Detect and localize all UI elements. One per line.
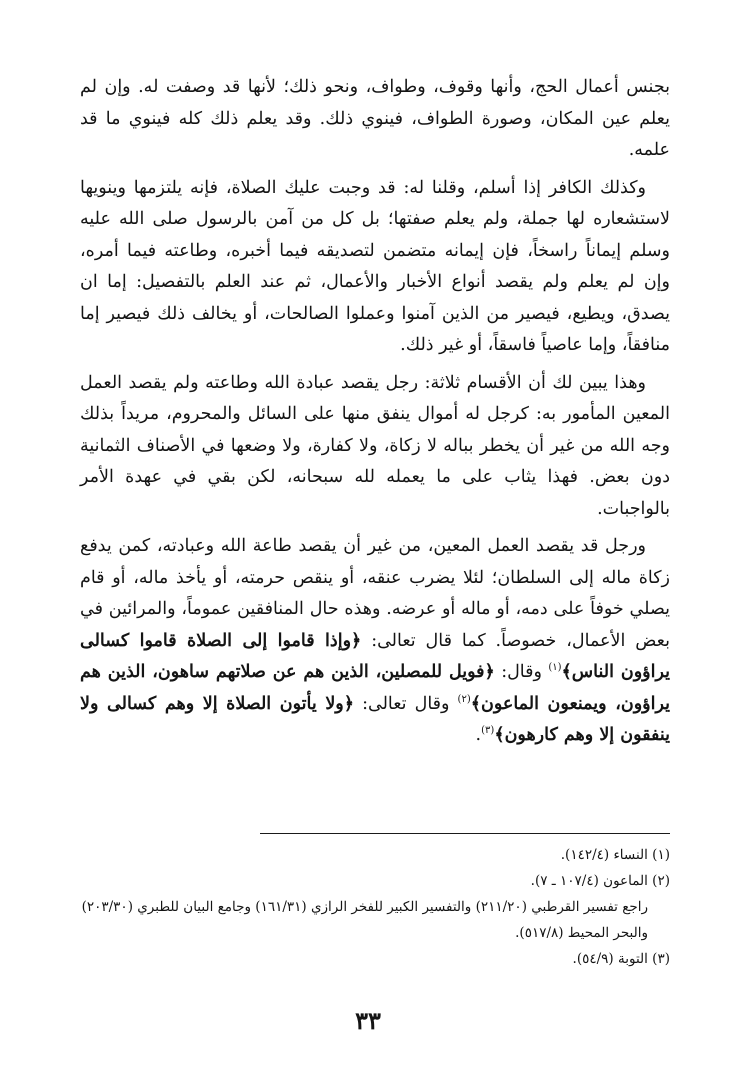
footnote-2-references: راجع تفسير القرطبي (٢١١/٢٠) والتفسير الكبير للفخر الرازي (١٦١/٣١) وجامع البيان للطبري (٢٠٣/٣٠) والبحر المحيط (٥١٧/٨). <box>81 899 648 941</box>
quran-verse-1: ﴿وإذا قاموا إلى الصلاة قاموا كسالى يراؤون الناس﴾ <box>80 630 670 682</box>
footnotes <box>80 842 670 972</box>
paragraph-4-text-4: . <box>475 725 482 745</box>
page-number: ٣٣ <box>355 1006 381 1035</box>
footnote-ref-1: (١) <box>548 662 562 674</box>
paragraph-4-text-1: ورجل قد يقصد العمل المعين، من غير أن يقصد طاعة الله وعبادته، كمن يدفع زكاة ماله إلى السلطان؛ لئلا يضرب عنقه، أو ينقص حرمته، أو يأخذ ماله، أو قام يصلي خوفاً على دمه، أو ماله أو عرضه. وهذه حال المنافقين عموماً، والمرائين في بعض الأعمال، خصوصاً. كما قال تعالى: <box>80 536 670 651</box>
paragraph-3: وهذا يبين لك أن الأقسام ثلاثة: رجل يقصد عبادة الله وطاعته ولم يقصد العمل المعين المأمور به: كرجل له أموال ينفق منها على السائل والمحروم، مريداً بذلك وجه الله من غير أن يخطر بباله لا زكاة، ولا كفارة، ولا وضعها في الأصناف الثمانية دون بعض. فهذا يثاب على ما يعمله لله سبحانه، لكن بقي في عهدة الأمر بالواجبات. <box>80 372 670 519</box>
footnote-separator <box>260 833 670 834</box>
main-text <box>80 72 670 752</box>
paragraph-4-text-2: وقال: <box>494 662 549 682</box>
paragraph-4 <box>80 531 670 752</box>
footnote-3: (٣) التوبة (٥٤/٩). <box>572 951 670 967</box>
footnote-ref-2: (٢) <box>457 693 471 705</box>
quran-verse-3: ﴿ولا يأتون الصلاة إلا وهم كسالى ولا ينفقون إلا وهم كارهون﴾ <box>80 693 670 745</box>
footnote-2: (٢) الماعون (١٠٧/٤ ـ ٧). <box>530 873 670 889</box>
footnote-1: (١) النساء (١٤٢/٤). <box>560 847 670 863</box>
paragraph-4-text-3: وقال تعالى: <box>354 693 458 714</box>
paragraph-2: وكذلك الكافر إذا أسلم، وقلنا له: قد وجبت عليك الصلاة، فإنه يلتزمها وينويها لاستشعاره لها جملة، ولم يعلم صفتها؛ بل كل من آمن بالرسول صلى الله عليه وسلم إيماناً راسخاً، فإن إيمانه متضمن لتصديقه فيما أخبره، وطاعته فيما أمره، وإن لم يعلم ولم يقصد أنواع الأخبار والأعمال، ثم عند العلم بالتفصيل: إما ان يصدق، ويطيع، فيصير من الذين آمنوا وعملوا الصالحات، أو يخالف ذلك فيصير إما منافقاً، وإما عاصياً فاسقاً، أو غير ذلك. <box>80 177 670 355</box>
footnote-ref-3: (٣) <box>481 725 495 737</box>
quran-verse-2: ﴿فويل للمصلين، الذين هم عن صلاتهم ساهون، الذين هم يراؤون، ويمنعون الماعون﴾ <box>80 662 671 714</box>
paragraph-1: بجنس أعمال الحج، وأنها وقوف، وطواف، ونحو ذلك؛ لأنها قد وصفت له. وإن لم يعلم عين المكان، وصورة الطواف، فينوي ذلك. وقد يعلم ذلك كله فينوي ما قد علمه. <box>80 77 670 160</box>
